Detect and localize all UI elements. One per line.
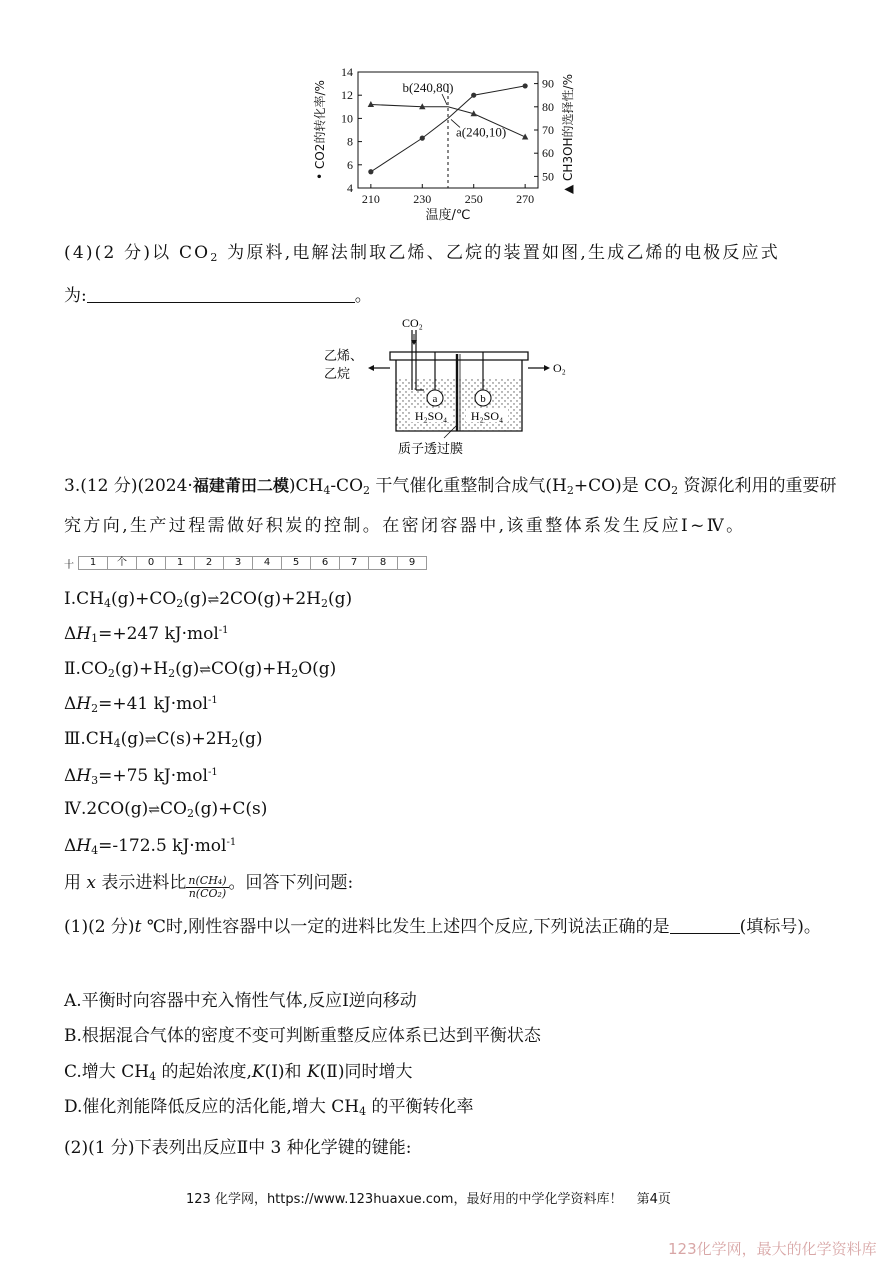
feed-ratio-intro: 用 x 表示进料比 $\frac{\text{n(CH₄)}}{\text{n(CO₂)}}$ 。回答下列问题: [64, 873, 354, 900]
question-3-line-1: 3.(12 分)(2024·福建莆田二模)$CH_4-CO_2$ 干气催化重整制合成气$(H_2+CO)$是 $CO_2$ 资源化利用的重要研 [64, 476, 837, 497]
electrolyte-left-label: H₂SO₄ [414, 409, 448, 423]
membrane-label: 质子透过膜 [398, 442, 464, 457]
left-tick-label: 12 [341, 88, 353, 103]
question-4-rest: 为原料,电解法制取乙烯、乙烷的装置如图,生成乙烯的电极反应式 [219, 243, 780, 263]
annotation-b-label: b(240,80) [402, 80, 454, 95]
cell-lid [390, 352, 528, 360]
co2-inlet-label: CO₂ [402, 316, 423, 330]
enthalpy-3: $\Delta H_3=+75$ kJ·mol$^{-1}$ [64, 766, 218, 787]
right-tick-label: 50 [542, 169, 554, 184]
answer-blank-q1[interactable] [670, 917, 740, 934]
x-tick-label: 230 [413, 192, 432, 206]
ruler-cell: 9 [398, 556, 427, 570]
ruler-cell: 1 [78, 556, 108, 570]
electrolysis-apparatus-diagram [320, 312, 580, 457]
left-tick-label: 14 [341, 65, 353, 79]
reaction-3: $Ⅲ.CH_4(g)\rightleftharpoons C(s)+2H_2(g)$ [64, 729, 263, 750]
product-label-ethylene: 乙烯、 [324, 349, 364, 364]
right-tick-label: 80 [542, 99, 554, 114]
question-3-source: 福建莆田二模 [192, 476, 289, 495]
enthalpy-1: $\Delta H_1=+247$ kJ·mol$^{-1}$ [64, 624, 229, 645]
ruler-cell: 6 [311, 556, 340, 570]
co2-point [523, 83, 528, 88]
x-tick-label: 270 [516, 192, 535, 206]
question-1: (1)(2 分)t ℃时,刚性容器中以一定的进料比发生上述四个反应,下列说法正确的是 (填标号)。 [64, 917, 821, 937]
enthalpy-4: $\Delta H_4=-172.5$ kJ·mol$^{-1}$ [64, 836, 237, 857]
ruler-cell: 5 [282, 556, 311, 570]
right-tick-label: 70 [542, 123, 554, 137]
ruler-cell: 8 [369, 556, 398, 570]
electrolyte-liquid [396, 378, 522, 431]
reaction-2: $Ⅱ.CO_2(g)+H_2(g)\rightleftharpoons CO(g)+H_2O(g)$ [64, 659, 337, 680]
left-axis-label: • CO2的转化率/% [313, 80, 327, 180]
page-footer [186, 1188, 671, 1207]
enthalpy-2: $\Delta H_2=+41$ kJ·mol$^{-1}$ [64, 694, 218, 715]
co2-point [471, 93, 476, 98]
footer-text: 123 化学网，https://www.123huaxue.com，最好用的中学化学资料库！ [186, 1192, 623, 1207]
left-tick-label: 8 [347, 134, 353, 149]
ruler-cell: 2 [195, 556, 224, 570]
ruler-cell: 个 [108, 556, 137, 570]
question-4-line-2: 为: 。 [64, 286, 372, 306]
option-d: D.催化剂能降低反应的活化能,增大 $CH_4$ 的平衡转化率 [64, 1097, 474, 1118]
question-4-line-1: (4)(2 分)以 $CO_2$ 为原料,电解法制取乙烯、乙烷的装置如图,生成乙烯的电极反应式 [64, 243, 780, 264]
conversion-selectivity-chart [300, 60, 600, 230]
x-axis-label: 温度/℃ [425, 208, 471, 223]
question-4-prefix: (4)(2 分)以 CO [64, 243, 211, 263]
left-tick-label: 6 [347, 157, 353, 172]
annotation-a-label: a(240,10) [456, 124, 507, 140]
option-a: A.平衡时向容器中充入惰性气体,反应Ⅰ逆向移动 [64, 991, 417, 1011]
watermark: 123化学网，最大的化学资料库 [668, 1240, 877, 1258]
page-number: 第4页 [636, 1192, 671, 1207]
right-tick-label: 90 [542, 76, 554, 91]
ruler-cell: 3 [224, 556, 253, 570]
option-c: C.增大 $CH_4$ 的起始浓度,K(Ⅰ)和 K(Ⅱ)同时增大 [64, 1062, 413, 1083]
x-tick-label: 210 [361, 192, 380, 206]
left-tick-label: 4 [347, 181, 353, 195]
reaction-1: $Ⅰ.CH_4(g)+CO_2(g)\rightleftharpoons 2CO(g)+2H_2(g)$ [64, 589, 353, 610]
x-tick-label: 250 [464, 192, 483, 206]
annotation-b-leader [442, 94, 447, 105]
product-label-ethane: 乙烷 [324, 367, 351, 382]
ruler-cell: 7 [340, 556, 369, 570]
reaction-4: $Ⅳ.2CO(g)\rightleftharpoons CO_2(g)+C(s)$ [64, 799, 268, 820]
ruler-strip [64, 556, 427, 570]
ruler-cell: 4 [253, 556, 282, 570]
answer-blank-q4[interactable] [87, 286, 355, 303]
electrode-b-label: b [480, 393, 486, 405]
question-2: (2)(1 分)下表列出反应Ⅱ中 3 种化学键的键能: [64, 1138, 412, 1158]
co2-point [420, 136, 425, 141]
option-b: B.根据混合气体的密度不变可判断重整反应体系已达到平衡状态 [64, 1026, 541, 1046]
ruler-cell: 1 [166, 556, 195, 570]
ruler-prefix: 十 [64, 559, 74, 571]
ch3oh-point [368, 101, 374, 107]
ruler-cell: 0 [137, 556, 166, 570]
feed-ratio-fraction: $\frac{\text{n(CH₄)}}{\text{n(CO₂)}}$ [188, 874, 227, 900]
o2-outlet-label: O₂ [553, 361, 566, 375]
right-axis-label: ▲ CH3OH的选择性/% [561, 74, 575, 194]
left-tick-label: 10 [341, 111, 353, 126]
electrolyte-right-label: H₂SO₄ [470, 409, 504, 423]
electrode-a-label: a [432, 393, 438, 405]
right-tick-label: 60 [542, 146, 554, 161]
question-3-line-2: 究方向,生产过程需做好积炭的控制。在密闭容器中,该重整体系发生反应Ⅰ~Ⅳ。 [64, 516, 746, 536]
co2-point [368, 169, 373, 174]
